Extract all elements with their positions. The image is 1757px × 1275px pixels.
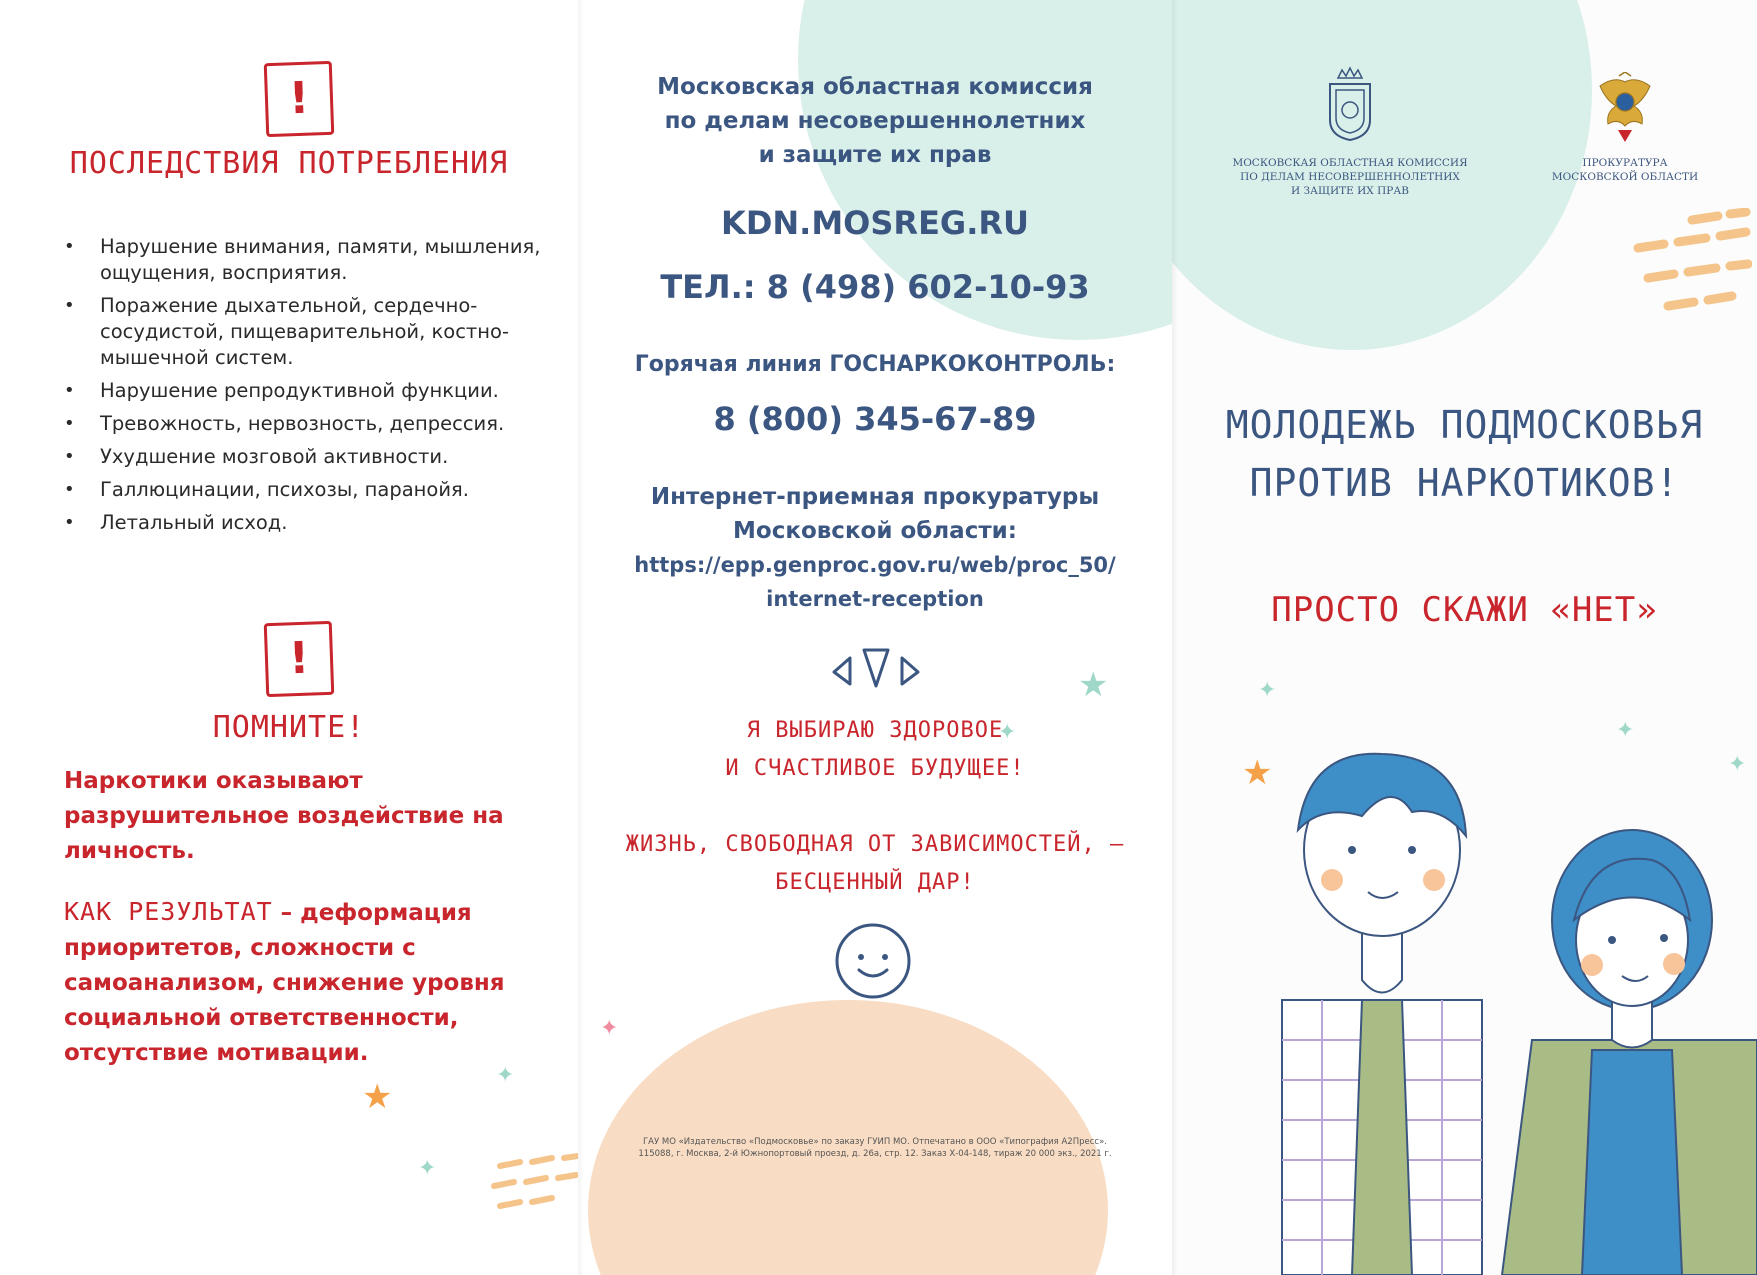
fold-line	[1172, 0, 1178, 1275]
moscow-region-crest-icon	[1324, 66, 1376, 142]
list-item: • Летальный исход.	[100, 510, 578, 536]
result-paragraph	[64, 894, 564, 1071]
result-text: – деформация приоритетов, сложности с самоанализом, снижение уровня социальной ответственности, отсутствие мотивации.	[64, 900, 505, 1066]
reception-label: Московской области:	[733, 518, 1017, 544]
hotline-phone: 8 (800) 345-67-89	[713, 400, 1037, 438]
smiley-icon	[832, 920, 914, 1002]
fold-line	[578, 0, 584, 1275]
star-icon: ✦	[496, 1063, 515, 1088]
reception-url[interactable]: internet-reception	[766, 587, 984, 611]
warning-icon: !	[264, 61, 335, 137]
slogan-free-life	[578, 826, 1172, 902]
website-link[interactable]: KDN.MOSREG.RU	[721, 204, 1029, 242]
slogan-healthy-future	[578, 712, 1172, 788]
triangles-decoration	[828, 646, 924, 690]
left-panel	[0, 0, 578, 1275]
reception-label: Интернет-приемная прокуратуры	[650, 484, 1100, 510]
phone-number: ТЕЛ.: 8 (498) 602-10-93	[660, 268, 1090, 306]
slogan-line: БЕСЦЕННЫЙ ДАР!	[775, 870, 975, 895]
star-icon: ✦	[418, 1156, 437, 1181]
prosecutor-logo-text	[1532, 156, 1718, 184]
hotline-label: Горячая линия ГОСНАРКОКОНТРОЛЬ:	[634, 352, 1116, 377]
logo-line: МОСКОВСКАЯ ОБЛАСТНАЯ КОМИССИЯ	[1232, 157, 1468, 169]
remember-text: Наркотики оказывают разрушительное воздействие на личность.	[64, 768, 504, 864]
list-item: • Тревожность, нервозность, депрессия.	[100, 411, 578, 437]
imprint	[578, 1136, 1172, 1160]
title-line: ПРОТИВ НАРКОТИКОВ!	[1249, 461, 1680, 505]
org-line: Московская областная комиссия	[657, 74, 1093, 100]
list-item: • Ухудшение мозговой активности.	[100, 444, 578, 470]
prosecutor-emblem-icon	[1592, 72, 1658, 144]
middle-panel	[578, 0, 1172, 1275]
star-icon: ★	[1078, 665, 1109, 705]
list-item: • Поражение дыхательной, сердечно-сосудистой, пищеварительной, костно-мышечной систем.	[100, 293, 578, 371]
main-title	[1172, 396, 1757, 512]
star-icon: ✦	[1258, 678, 1277, 703]
logo-line: ПО ДЕЛАМ НЕСОВЕРШЕННОЛЕТНИХ	[1240, 171, 1460, 183]
remember-heading: ПОМНИТЕ!	[212, 710, 366, 745]
star-icon: ★	[1242, 753, 1273, 793]
star-icon: ✦	[998, 720, 1017, 745]
logo-line: И ЗАЩИТЕ ИХ ПРАВ	[1291, 185, 1409, 197]
subtitle-say-no: ПРОСТО СКАЖИ «НЕТ»	[1271, 590, 1658, 630]
consequences-heading: ПОСЛЕДСТВИЯ ПОТРЕБЛЕНИЯ	[69, 146, 509, 181]
right-panel	[1172, 0, 1757, 1275]
org-name	[578, 70, 1172, 172]
logo-line: МОСКОВСКОЙ ОБЛАСТИ	[1551, 171, 1699, 183]
list-item: • Нарушение внимания, памяти, мышления, ощущения, восприятия.	[100, 234, 578, 286]
title-line: МОЛОДЕЖЬ ПОДМОСКОВЬЯ	[1225, 403, 1704, 447]
reception-url[interactable]: https://epp.genproc.gov.ru/web/proc_50/	[634, 553, 1116, 577]
consequences-list	[64, 234, 578, 543]
dashes-decoration	[1622, 208, 1752, 318]
org-line: и защите их прав	[758, 142, 992, 168]
warning-icon: !	[264, 621, 335, 697]
list-item: • Галлюцинации, психозы, паранойя.	[100, 477, 578, 503]
slogan-line: Я ВЫБИРАЮ ЗДОРОВОЕ	[746, 718, 1004, 743]
imprint-line: ГАУ МО «Издательство «Подмосковье» по заказу ГУИП МО. Отпечатано в ООО «Типография А2Пресс».	[642, 1137, 1107, 1147]
org-line: по делам несовершеннолетних	[664, 108, 1086, 134]
slogan-line: ЖИЗНЬ, СВОБОДНАЯ ОТ ЗАВИСИМОСТЕЙ, –	[625, 832, 1125, 857]
imprint-line: 115088, г. Москва, 2-й Южнопортовый проезд, д. 26а, стр. 12. Заказ Х-04-148, тираж 20 000 экз., 2021 г.	[638, 1149, 1112, 1159]
dashes-decoration	[490, 1150, 578, 1230]
list-item: • Нарушение репродуктивной функции.	[100, 378, 578, 404]
star-icon: ✦	[600, 1016, 619, 1041]
commission-logo-text	[1232, 156, 1468, 198]
star-icon: ★	[362, 1077, 393, 1117]
teenagers-illustration	[1212, 720, 1757, 1275]
result-label: КАК РЕЗУЛЬТАТ	[64, 897, 273, 926]
slogan-line: И СЧАСТЛИВОЕ БУДУЩЕЕ!	[725, 756, 1025, 781]
logo-line: ПРОКУРАТУРА	[1582, 157, 1668, 169]
reception-block	[578, 480, 1172, 616]
star-icon: ✦	[1728, 752, 1747, 777]
star-icon: ✦	[1616, 718, 1635, 743]
